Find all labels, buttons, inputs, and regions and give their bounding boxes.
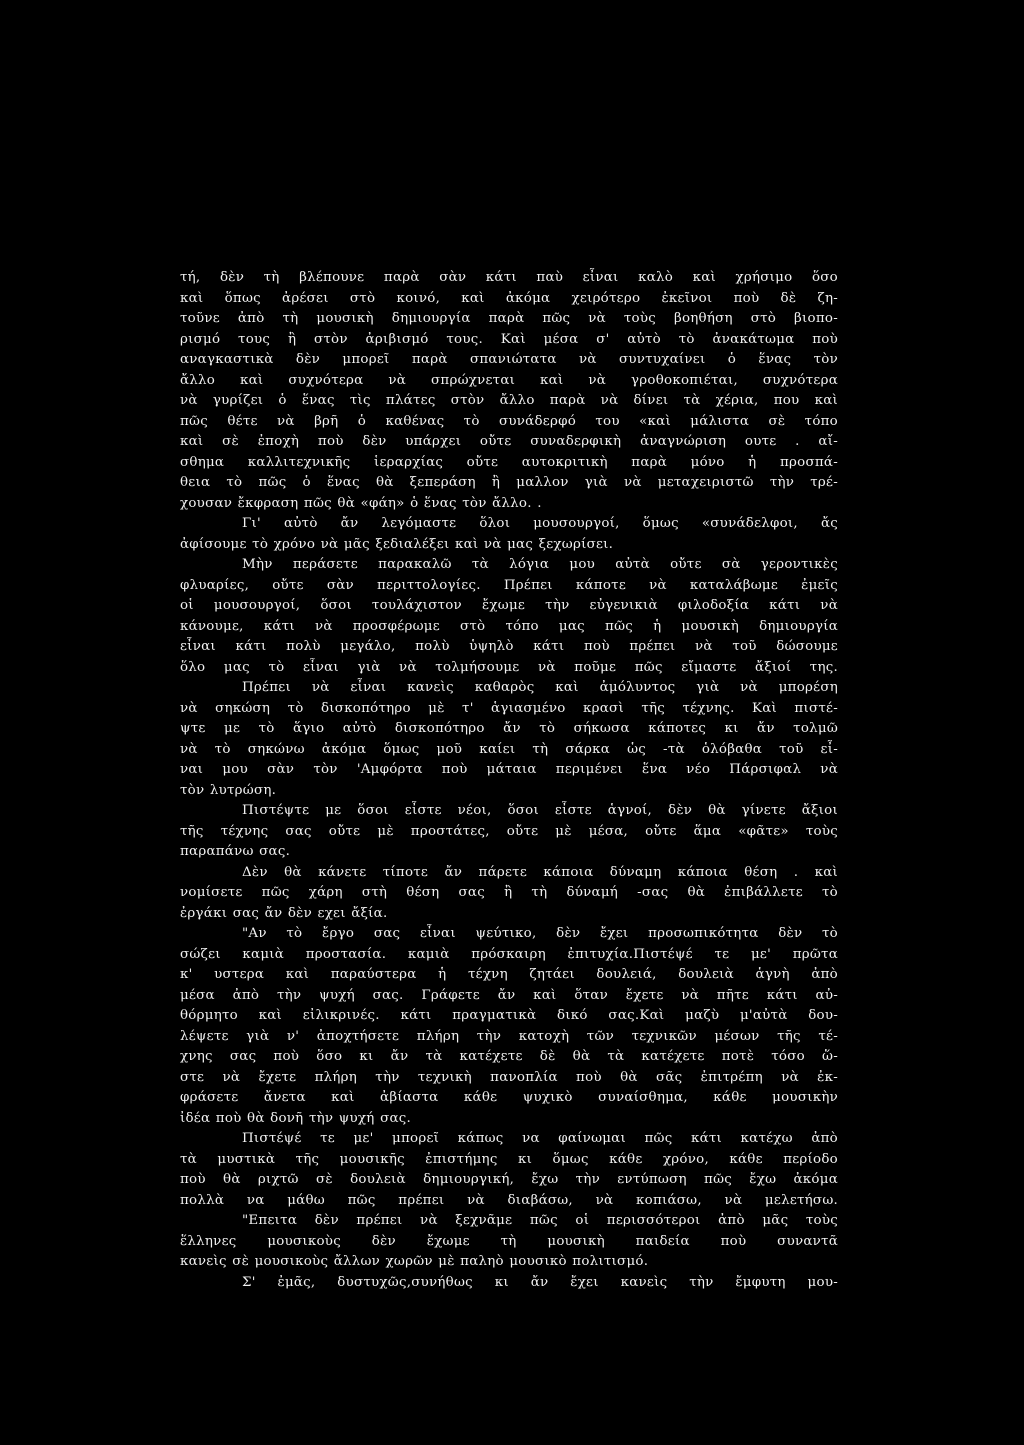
text-line: μέσα ἀπὸ τὴν ψυχή σας. Γράφετε ἄν καὶ ὅταν ἔχετε νὰ πῆτε κάτι αὐ- — [180, 987, 838, 1003]
text-line: ὅλο μας τὸ εἶναι γιὰ νὰ τολμήσουμε νὰ ποῦμε πῶς εἴμαστε ἄξιοί της. — [180, 659, 838, 675]
paragraph-first-line: "Αν τὸ ἔργο σας εἶναι ψεύτικο, δὲν ἔχει προσωπικότητα δὲν τὸ — [242, 926, 838, 941]
text-line: αναγκαστικὰ δὲν μπορεῖ παρὰ σπανιώτατα νὰ συντυχαίνει ὁ ἕνας τὸν — [180, 352, 838, 367]
text-line: ἕλληνες μουσικοὺς δὲν ἔχωμε τὴ μουσικὴ παιδεία ποὺ συναντᾶ — [180, 1233, 838, 1249]
text-line: νὰ γυρίζει ὁ ἕνας τὶς πλάτες στὸν ἄλλο παρὰ νὰ δίνει τὰ χέρια, που καὶ — [180, 393, 838, 408]
text-line: λέψετε γιὰ ν' ἀποχτήσετε πλήρη τὴν κατοχὴ τῶν τεχνικῶν μέσων τῆς τέ- — [180, 1028, 838, 1044]
text-line: θόρμητο καὶ εἰλικρινές. κάτι πραγματικὰ δικό σας.Καὶ μαζὺ μ'αὐτὰ δου- — [180, 1008, 838, 1023]
text-line: χνης σας ποὺ ὅσο κι ἄν τὰ κατέχετε δὲ θὰ τὰ κατέχετε ποτὲ τόσο ὥ- — [180, 1049, 838, 1064]
text-line: ἄλλο καὶ συχνότερα νὰ σπρώχνεται καὶ νὰ γροθοκοπιέται, συχνότερα — [180, 372, 838, 388]
paragraph-first-line: "Επειτα δὲν πρέπει νὰ ξεχνᾶμε πῶς οἱ περισσότεροι ἀπὸ μᾶς τοὺς — [242, 1213, 838, 1228]
text-line: φλυαρίες, οὔτε σὰν περιττολογίες. Πρέπει κάποτε νὰ καταλάβωμε ἐμεῖς — [180, 577, 838, 593]
text-line: κάνουμε, κάτι νὰ προσφέρωμε στὸ τόπο μας πῶς ἡ μουσικὴ δημιουργία — [180, 618, 838, 634]
text-line: τοῦνε ἀπὸ τὴ μουσικὴ δημιουργία παρὰ πῶς νὰ τοὺς βοηθήση στὸ βιοπο- — [180, 311, 838, 326]
text-line: τή, δὲν τὴ βλέπουνε παρὰ σὰν κάτι παὺ εἶναι καλὸ καὶ χρήσιμο ὅσο — [180, 270, 838, 285]
text-line: ρισμό τους ἢ στὸν ἀριβισμό τους. Καὶ μέσα σ' αὐτὸ τὸ ἀνακάτωμα ποὺ — [180, 331, 838, 347]
text-line: πολλὰ να μάθω πῶς πρέπει νὰ διαβάσω, νὰ κοπιάσω, νὰ μελετήσω. — [180, 1192, 838, 1208]
text-line: ναι μου σὰν τὸν 'Αμφόρτα ποὺ μάταια περιμένει ἕνα νέο Πάρσιφαλ νὰ — [180, 762, 838, 777]
text-line: καὶ σὲ ἐποχὴ ποὺ δὲν υπάρχει οὔτε συναδερφικὴ ἀναγνώριση ουτε . αἴ- — [180, 434, 838, 449]
text-line: νὰ σηκώση τὸ δισκοπότηρο μὲ τ' ἁγιασμένο κρασὶ τῆς τέχνης. Καὶ πιστέ- — [180, 700, 838, 716]
text-line: τῆς τέχνης σας οὔτε μὲ προστάτες, οὔτε μὲ μέσα, οὔτε ἅμα «φᾶτε» τοὺς — [180, 823, 838, 839]
paragraph-first-line: Πιστέψέ τε με' μπορεῖ κάπως να φαίνωμαι πῶς κάτι κατέχω ἀπὸ — [242, 1131, 838, 1146]
text-line: ἐργάκι σας ἄν δὲν εχει ἄξία. — [180, 905, 388, 921]
text-line: ἀφίσουμε τὸ χρόνο νὰ μᾶς ξεδιαλέξει καὶ νὰ μας ξεχωρίσει. — [180, 536, 614, 552]
text-line: σώζει καμιὰ προστασία. καμιὰ πρόσκαιρη ἐπιτυχία.Πιστέψέ τε με' πρῶτα — [180, 946, 838, 962]
body-text — [180, 268, 838, 1293]
text-line: φράσετε ἄνετα καὶ ἀβίαστα κάθε ψυχικὸ συναίσθημα, κάθε μουσικὴν — [180, 1090, 838, 1105]
paragraph-first-line: Σ' ἐμᾶς, δυστυχῶς,συνήθως κι ἄν ἔχει κανεὶς τὴν ἔμφυτη μου- — [242, 1274, 838, 1290]
paragraph-first-line: Γι' αὐτὸ ἄν λεγόμαστε ὅλοι μουσουργοί, ὅμως «συνάδελφοι, ἄς — [242, 516, 838, 531]
text-line: νομίσετε πῶς χάρη στὴ θέση σας ἢ τὴ δύναμή -σας θὰ ἐπιβάλλετε τὸ — [180, 885, 838, 900]
paragraph-first-line: Πρέπει νὰ εἶναι κανεὶς καθαρὸς καὶ ἀμόλυντος γιὰ νὰ μπορέση — [242, 680, 838, 695]
text-line: σθημα καλλιτεχνικῆς ἱεραρχίας οὔτε αυτοκριτικὴ παρὰ μόνο ἡ προσπά- — [180, 454, 838, 470]
text-line: κανεὶς σὲ μουσικοὺς ἄλλων χωρῶν μὲ παληὸ μουσικὸ πολιτισμό. — [180, 1254, 649, 1269]
text-line: καὶ ὅπως ἀρέσει στὸ κοινό, καὶ ἀκόμα χειρότερο ἐκεῖνοι ποὺ δὲ ζη- — [180, 290, 838, 306]
text-line: εἶναι κάτι πολὺ μεγάλο, πολὺ ὑψηλὸ κάτι ποὺ πρέπει νὰ τοῦ δώσουμε — [180, 639, 838, 654]
text-line: κ' υστερα καὶ παραύστερα ἡ τέχνη ζητάει δουλειά, δουλειὰ ἁγνὴ ἀπὸ — [180, 967, 838, 982]
text-line: θεια τὸ πῶς ὁ ἕνας θὰ ξεπεράση ἢ μαλλον γιὰ νὰ μεταχειριστῶ τὴν τρέ- — [180, 475, 838, 490]
paragraph-first-line: Πιστέψτε με ὅσοι εἶστε νέοι, ὅσοι εἶστε ἁγνοί, δὲν θὰ γίνετε ἄξιοι — [242, 803, 838, 818]
text-line: στε νὰ ἔχετε πλήρη τὴν τεχνικὴ πανοπλία ποὺ θὰ σᾶς ἐπιτρέπη νὰ ἐκ- — [180, 1069, 838, 1085]
text-line: ποὺ θὰ ριχτῶ σὲ δουλειὰ δημιουργική, ἔχω τὴν εντύπωση πῶς ἔχω ἀκόμα — [180, 1172, 838, 1187]
paragraph-first-line: Δὲν θὰ κάνετε τίποτε ἄν πάρετε κάποια δύναμη κάποια θέση . καὶ — [242, 864, 838, 880]
text-line: χουσαν ἔκφραση πῶς θὰ «φάη» ὁ ἕνας τὸν ἄλλο. . — [180, 495, 542, 511]
text-line: νὰ τὸ σηκώνω ἀκόμα ὅμως μοῦ καίει τὴ σάρκα ὡς -τὰ ὁλόβαθα τοῦ εἶ- — [180, 741, 838, 757]
text-line: παραπάνω σας. — [180, 844, 291, 859]
text-line: τὰ μυστικὰ τῆς μουσικῆς ἐπιστήμης κι ὅμως κάθε χρόνο, κάθε περίοδο — [180, 1151, 838, 1167]
paragraph-first-line: Μὴν περάσετε παρακαλῶ τὰ λόγια μου αὐτὰ οὔτε σὰ γεροντικὲς — [242, 557, 838, 572]
text-line: ἰδέα ποὺ θὰ δονῆ τὴν ψυχή σας. — [180, 1110, 412, 1126]
text-line: πῶς θέτε νὰ βρῆ ὁ καθένας τὸ συνάδερφό του «καὶ μάλιστα σὲ τόπο — [180, 413, 838, 429]
text-line: ψτε με τὸ ἅγιο αὐτὸ δισκοπότηρο ἄν τὸ σήκωσα κάποτες κι ἄν τολμῶ — [180, 721, 838, 736]
text-line: οἱ μουσουργοί, ὅσοι τουλάχιστον ἔχωμε τὴν εὐγενικιὰ φιλοδοξία κάτι νὰ — [180, 598, 838, 613]
text-line: τὸν λυτρώση. — [180, 782, 277, 798]
